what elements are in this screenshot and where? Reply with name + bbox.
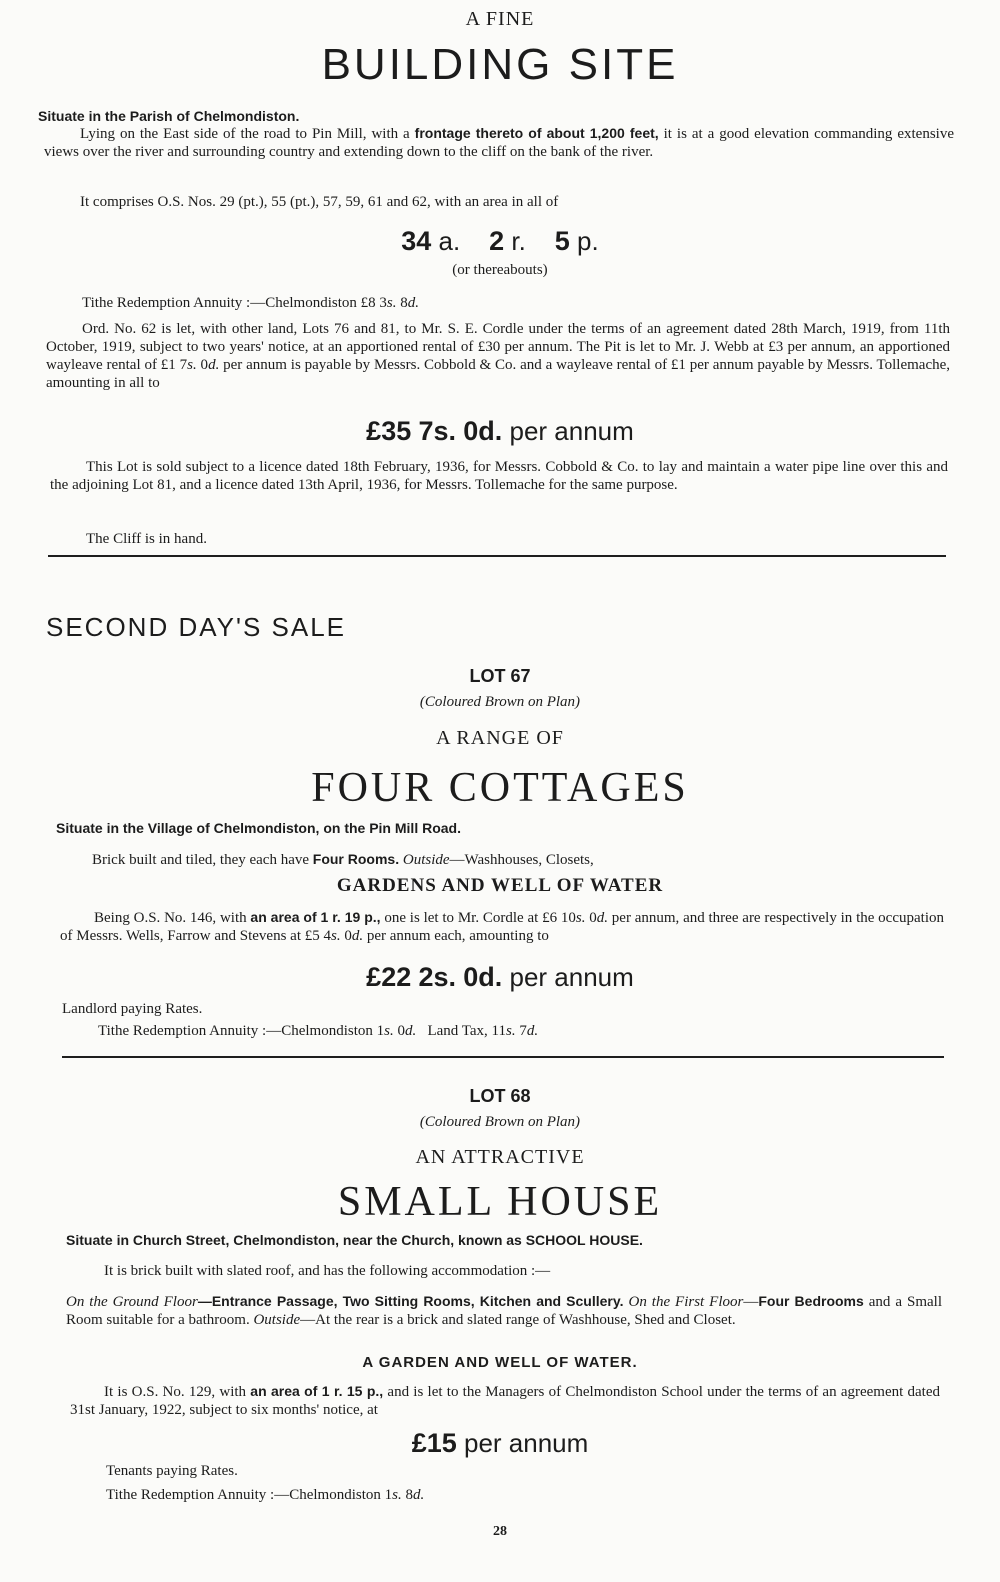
area-acres: 34 (401, 226, 432, 256)
lot67-paragraph-1 (92, 850, 952, 869)
text: Tithe Redemption Annuity :—Chelmondiston 1 (98, 1023, 385, 1039)
lot68-tenants: Tenants paying Rates. (106, 1463, 238, 1479)
text: per annum, and three are respectively in the occupation of Messrs. Wells, Farrow and Stevens at £5 4 (60, 910, 944, 944)
lot67-situate: Situate in the Village of Chelmondiston, on the Pin Mill Road. (56, 820, 461, 836)
lot67-intro: A RANGE OF (436, 727, 564, 749)
rent-pence: 0d. (463, 962, 503, 992)
italic-text: Outside (402, 852, 450, 868)
rent-suffix: per annum (509, 962, 634, 992)
rent-suffix: per annum (463, 1428, 589, 1458)
lot67-number: LOT 67 (469, 666, 531, 686)
text: Tithe Redemption Annuity :—Chelmondiston 1 (106, 1487, 393, 1503)
rent-pounds: £22 (366, 962, 412, 992)
unit: r. (511, 226, 526, 256)
lot68-paragraph-3 (70, 1382, 940, 1419)
lot68-paragraph-1: It is brick built with slated roof, and has the following accommodation :— (104, 1263, 551, 1279)
text: it is at a good elevation commanding extensive views over the river and surrounding country and extending down to the cliff on the bank of the river. (44, 126, 954, 160)
section-divider (62, 1056, 944, 1058)
text: Ord. No. 62 is let, with other land, Lots 76 and 81, to Mr. S. E. Cordle under the terms of an agreement dated 28th March, 1919, from 11th October, 1919, subject to two years' notice, at an apportioned rental of £30 per annum. The Pit is let to Mr. J. Webb at £3 per annum, an apportioned wayleave rental of £1 7 (46, 321, 950, 373)
italic-text: d. (404, 1023, 417, 1039)
lot68-garden: A GARDEN AND WELL OF WATER. (362, 1354, 638, 1371)
italic-text: d. (526, 1023, 539, 1039)
bold-text: frontage thereto of about 1,200 feet, (414, 125, 659, 141)
italic-text: d. (208, 357, 220, 373)
italic-text: s. (384, 1023, 394, 1039)
text: 0 (585, 910, 597, 926)
lot68-coloured: (Coloured Brown on Plan) (419, 1114, 581, 1130)
lot66-thereabouts: (or thereabouts) (452, 262, 548, 278)
italic-text: s. (506, 1023, 516, 1039)
rent-pence: 0d. (463, 416, 503, 446)
text: It is O.S. No. 129, with (104, 1384, 251, 1400)
lot68-intro: AN ATTRACTIVE (415, 1146, 585, 1168)
text: —Washhouses, Closets, (449, 852, 594, 868)
italic-text: d. (351, 928, 364, 944)
text: Being O.S. No. 146, with (94, 910, 251, 926)
page-number: 28 (493, 1524, 507, 1539)
bold-text: Four Bedrooms (758, 1293, 864, 1309)
area-perches: 5 (554, 226, 570, 256)
text: Tithe Redemption Annuity :—Chelmondiston £8 3 (82, 295, 387, 311)
italic-text: d. (412, 1487, 425, 1503)
second-day-heading: SECOND DAY'S SALE (46, 612, 347, 642)
text: 7 (515, 1023, 527, 1039)
lot67-tithe (98, 1022, 938, 1040)
text: 0 (196, 357, 209, 373)
text: — (743, 1294, 759, 1310)
text: one is let to Mr. Cordle at £6 10 (380, 910, 576, 926)
rent-suffix: per annum (509, 416, 634, 446)
text: Lying on the East side of the road to Pin Mill, with a (80, 126, 415, 142)
lot68-rent (0, 1428, 1000, 1459)
italic-text: On the First Floor (628, 1294, 744, 1310)
italic-text: s. (392, 1487, 402, 1503)
text: per annum each, amounting to (363, 928, 549, 944)
lot66-situate: Situate in the Parish of Chelmondiston. (38, 108, 300, 124)
lot66-paragraph-3 (46, 320, 950, 392)
lot68-number: LOT 68 (469, 1086, 531, 1106)
lot66-rent (0, 416, 1000, 447)
text: 8 (396, 295, 408, 311)
lot66-paragraph-5: The Cliff is in hand. (86, 531, 207, 547)
area-roods: 2 (489, 226, 505, 256)
text: Land Tax, 11 (416, 1023, 506, 1039)
italic-text: Outside (253, 1312, 301, 1328)
italic-text: s. (330, 928, 341, 944)
text: and is let to the Managers of Chelmondiston School under the terms of an agreement dated 31st January, 1922, subject to six months' notice, at (70, 1384, 941, 1418)
section-divider (48, 555, 946, 557)
lot66-paragraph-4: This Lot is sold subject to a licence dated 18th February, 1936, for Messrs. Cobbold & Co. to lay and maintain a water pipe line over this and the adjoining Lot 81, and a licence dated 13th April, 1936, for Messrs. Tollemache for the same purpose. (50, 459, 948, 493)
lot66-intro: A FINE (465, 8, 535, 30)
lot67-landlord: Landlord paying Rates. (62, 1001, 203, 1017)
text: —At the rear is a brick and slated range of Washhouse, Shed and Closet. (300, 1312, 736, 1328)
italic-text: On the Ground Floor (66, 1294, 198, 1310)
italic-text: d. (407, 295, 419, 311)
italic-text: s. (187, 357, 197, 373)
lot67-rent (0, 962, 1000, 993)
text: Brick built and tiled, they each have (92, 852, 313, 868)
italic-text: s. (575, 910, 586, 926)
lot66-paragraph-1 (44, 124, 954, 161)
rent-pounds: £35 (366, 416, 412, 446)
bold-text: —Entrance Passage, Two Sitting Rooms, Kitchen and Scullery. (197, 1293, 624, 1309)
unit: p. (577, 226, 599, 256)
text: 0 (340, 928, 352, 944)
text: per annum is payable by Messrs. Cobbold & Co. and a wayleave rental of £1 per annum payable by Messrs. Tollemache, amounting in all to (46, 357, 951, 391)
bold-text: an area of 1 r. 19 p., (250, 909, 381, 925)
lot66-tithe (82, 294, 952, 312)
text: 0 (393, 1023, 405, 1039)
lot67-title: FOUR COTTAGES (311, 765, 689, 811)
lot67-gardens: GARDENS AND WELL OF WATER (336, 875, 664, 896)
lot66-title: BUILDING SITE (321, 40, 679, 89)
unit: a. (438, 226, 461, 256)
rent-shillings: 7s. (418, 416, 457, 446)
italic-text: d. (596, 910, 608, 926)
text: and a Small Room suitable for a bathroom. (66, 1294, 942, 1328)
lot66-area (0, 226, 1000, 257)
lot68-tithe (106, 1486, 806, 1504)
lot66-paragraph-2: It comprises O.S. Nos. 29 (pt.), 55 (pt.), 57, 59, 61 and 62, with an area in all of (80, 194, 559, 210)
lot67-coloured: (Coloured Brown on Plan) (419, 694, 581, 710)
italic-text: s. (386, 295, 397, 311)
lot67-paragraph-2 (60, 908, 944, 945)
lot68-title: SMALL HOUSE (337, 1179, 663, 1225)
bold-text: an area of 1 r. 15 p., (250, 1383, 384, 1399)
rent-pounds: £15 (411, 1428, 457, 1458)
bold-text: Four Rooms. (312, 851, 400, 867)
lot68-paragraph-2 (66, 1292, 942, 1329)
text: 8 (401, 1487, 413, 1503)
rent-shillings: 2s. (418, 962, 457, 992)
lot68-situate: Situate in Church Street, Chelmondiston, near the Church, known as SCHOOL HOUSE. (66, 1232, 643, 1248)
